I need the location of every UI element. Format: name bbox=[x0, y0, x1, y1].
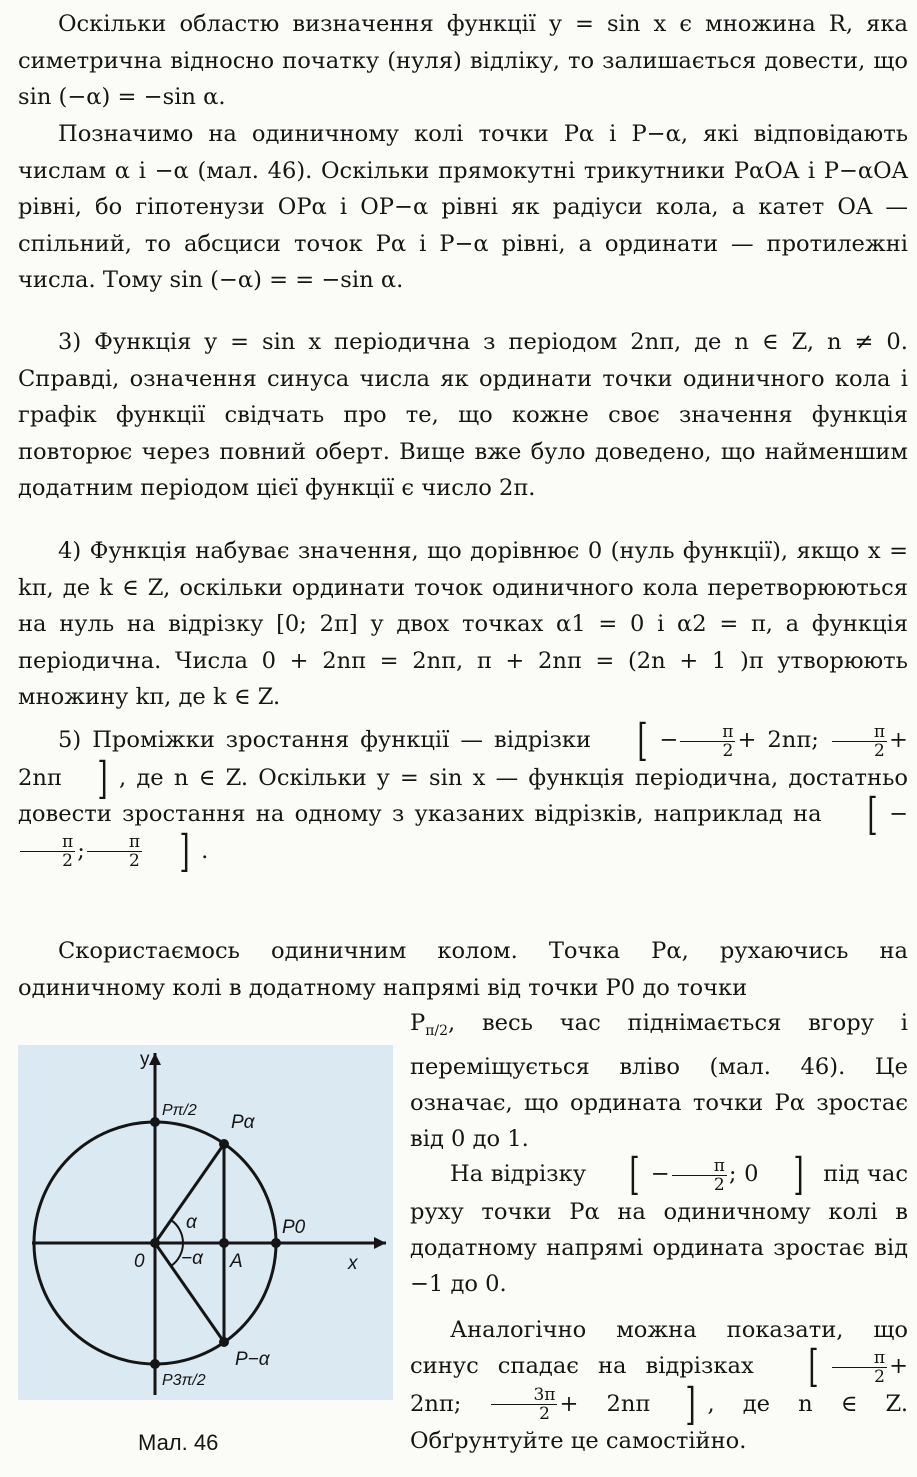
fraction-pi-2: $\frac{\pi}{2}$ bbox=[680, 723, 735, 760]
fraction-pi-2e: $\frac{\pi}{2}$ bbox=[672, 1157, 727, 1194]
paragraph-7: На відрізку [ − $\frac{\pi}{2}$ ; 0 ] під час руху точки Pα на одиничному колі в додатному напрямі ордината зростає від −1 до 0. bbox=[410, 1149, 909, 1297]
label-x: x bbox=[348, 1253, 358, 1274]
paragraph-8-end: , де n ∈ Z. Обґрунтуйте це самостійно. bbox=[410, 1390, 909, 1454]
fraction-pi-2d: $\frac{\pi}{2}$ bbox=[87, 833, 142, 870]
paragraph-5: 5) Проміжки зростання функції — відрізки [ − $\frac{\pi}{2}$ + 2nπ; $\frac{\pi}{2}$ + 2nπ ] , де n ∈ Z. Оскільки y = sin x — функція періодична, достатньо довести зростання на одному з указаних відрізків, наприклад на [ − $\frac{\pi}{2}$ ; $\frac{\pi}{2}$ ] . bbox=[18, 715, 908, 877]
point-p-neg-alpha bbox=[219, 1337, 229, 1347]
label-alpha: α bbox=[186, 1212, 197, 1233]
bracket-right-2: ] bbox=[179, 825, 190, 877]
fraction-pi-2b: $\frac{\pi}{2}$ bbox=[832, 723, 887, 760]
paragraph-6-cont-text: , весь час піднімається вгору і переміщується вліво (мал. 46). Це означає, що ордината точки Pα зростає від 0 до 1. bbox=[410, 1010, 908, 1152]
bracket-right-4: ] bbox=[685, 1378, 697, 1430]
bracket-left-4: [ bbox=[808, 1341, 819, 1392]
paragraph-1: Оскільки областю визначення функції y = sin x є множина R, яка симетрична відносно початку (нуля) відліку, то залишається довести, що sin (−α) = −sin α. bbox=[18, 11, 908, 111]
paragraph-3: 3) Функція y = sin x періодична з періодом 2nπ, де n ∈ Z, n ≠ 0. Справді, означення синуса числа як ординати точки одиничного кола і графік функції свідчать про те, що кожне своє значення функція повторює через повний оберт. Вище вже було доведено, що найменшим додатним періодом цієї функції є число 2π. bbox=[18, 329, 908, 502]
fraction-pi-2f: $\frac{\pi}{2}$ bbox=[832, 1349, 887, 1386]
point-p-pi-2 bbox=[150, 1117, 160, 1127]
figure-caption: Мал. 46 bbox=[138, 1430, 219, 1455]
unit-circle-svg bbox=[18, 1045, 393, 1400]
paragraph-7-end: під час руху точки Pα на одиничному колі в додатному напрямі ордината зростає від −1 до 0. bbox=[410, 1161, 909, 1297]
bracket-left: [ bbox=[637, 715, 648, 766]
paragraph-8-start: Аналогічно можна показати, що синус спадає на відрізках bbox=[410, 1317, 908, 1379]
label-origin: 0 bbox=[134, 1251, 145, 1272]
p-pi-2-label: $P_{\pi/2}$ bbox=[410, 1010, 449, 1039]
x-axis-arrow bbox=[374, 1237, 386, 1249]
label-p0: P0 bbox=[282, 1217, 306, 1238]
point-a bbox=[219, 1238, 229, 1248]
paragraph-2: Позначимо на одиничному колі точки Pα і P−α, які відповідають числам α і −α (мал. 46). Оскільки прямокутні трикутники PαOA і P−αOA рівні, бо гіпотенузи OPα і OP−α рівні як радіуси кола, а катет OA — спільний, то абсциси точок Pα і P−α рівні, а ординати — протилежні числа. Тому sin (−α) = = −sin α. bbox=[18, 121, 908, 294]
point-p-3pi-2 bbox=[150, 1359, 160, 1369]
paragraph-5-start: 5) Проміжки зростання функції — відрізки bbox=[58, 727, 592, 753]
paragraph-6: Скористаємось одиничним колом. Точка Pα, рухаючись на одиничному колі в додатному напрямі від точки P0 до точки bbox=[18, 938, 908, 1001]
fraction-3pi-2: $\frac{3\pi}{2}$ bbox=[491, 1386, 557, 1423]
point-origin bbox=[150, 1238, 160, 1248]
label-a: A bbox=[230, 1251, 243, 1272]
y-axis-arrow bbox=[149, 1053, 161, 1065]
paragraph-4: 4) Функція набуває значення, що дорівнює 0 (нуль функції), якщо x = kπ, де k ∈ Z, оскільки ординати точок одиничного кола перетворюються на нуль на відрізку [0; 2π] у двох точках α1 = 0 і α2 = π, а функція періодична. Числа 0 + 2nπ = 2nπ, π + 2nπ = (2n + 1 )π утворюють множину kπ, де k ∈ Z. bbox=[18, 538, 908, 711]
label-y: y bbox=[140, 1049, 150, 1070]
label-neg-alpha: −α bbox=[181, 1248, 203, 1269]
paragraph-7-start: На відрізку bbox=[450, 1161, 587, 1187]
paragraph-6-cont bbox=[410, 1005, 908, 1157]
point-p-alpha bbox=[219, 1139, 229, 1149]
paragraph-8: Аналогічно можна показати, що синус спадає на відрізках [ $\frac{\pi}{2}$ + 2nπ; $\frac{3\pi}{2}$ + 2nπ ] , де n ∈ Z. Обґрунтуйте це самостійно. bbox=[410, 1317, 909, 1454]
label-p-alpha: Pα bbox=[231, 1112, 255, 1133]
label-p-pi-2: Pπ/2 bbox=[162, 1102, 197, 1119]
unit-circle-figure bbox=[18, 1045, 393, 1400]
bracket-right: ] bbox=[97, 752, 108, 804]
bracket-left-3: [ bbox=[629, 1149, 640, 1200]
fraction-pi-2c: $\frac{\pi}{2}$ bbox=[20, 833, 75, 870]
angle-alpha-arc bbox=[171, 1220, 183, 1243]
bracket-right-3: ] bbox=[793, 1149, 805, 1200]
label-p-neg-alpha: P−α bbox=[235, 1349, 270, 1370]
point-p0 bbox=[271, 1238, 281, 1248]
paragraph-5-end: , де n ∈ Z. Оскільки y = sin x — функція періодична, достатньо довести зростання на одному з указаних відрізків, наприклад на bbox=[18, 764, 908, 828]
bracket-left-2: [ bbox=[867, 789, 878, 841]
label-p-3pi-2: P3π/2 bbox=[162, 1372, 206, 1389]
